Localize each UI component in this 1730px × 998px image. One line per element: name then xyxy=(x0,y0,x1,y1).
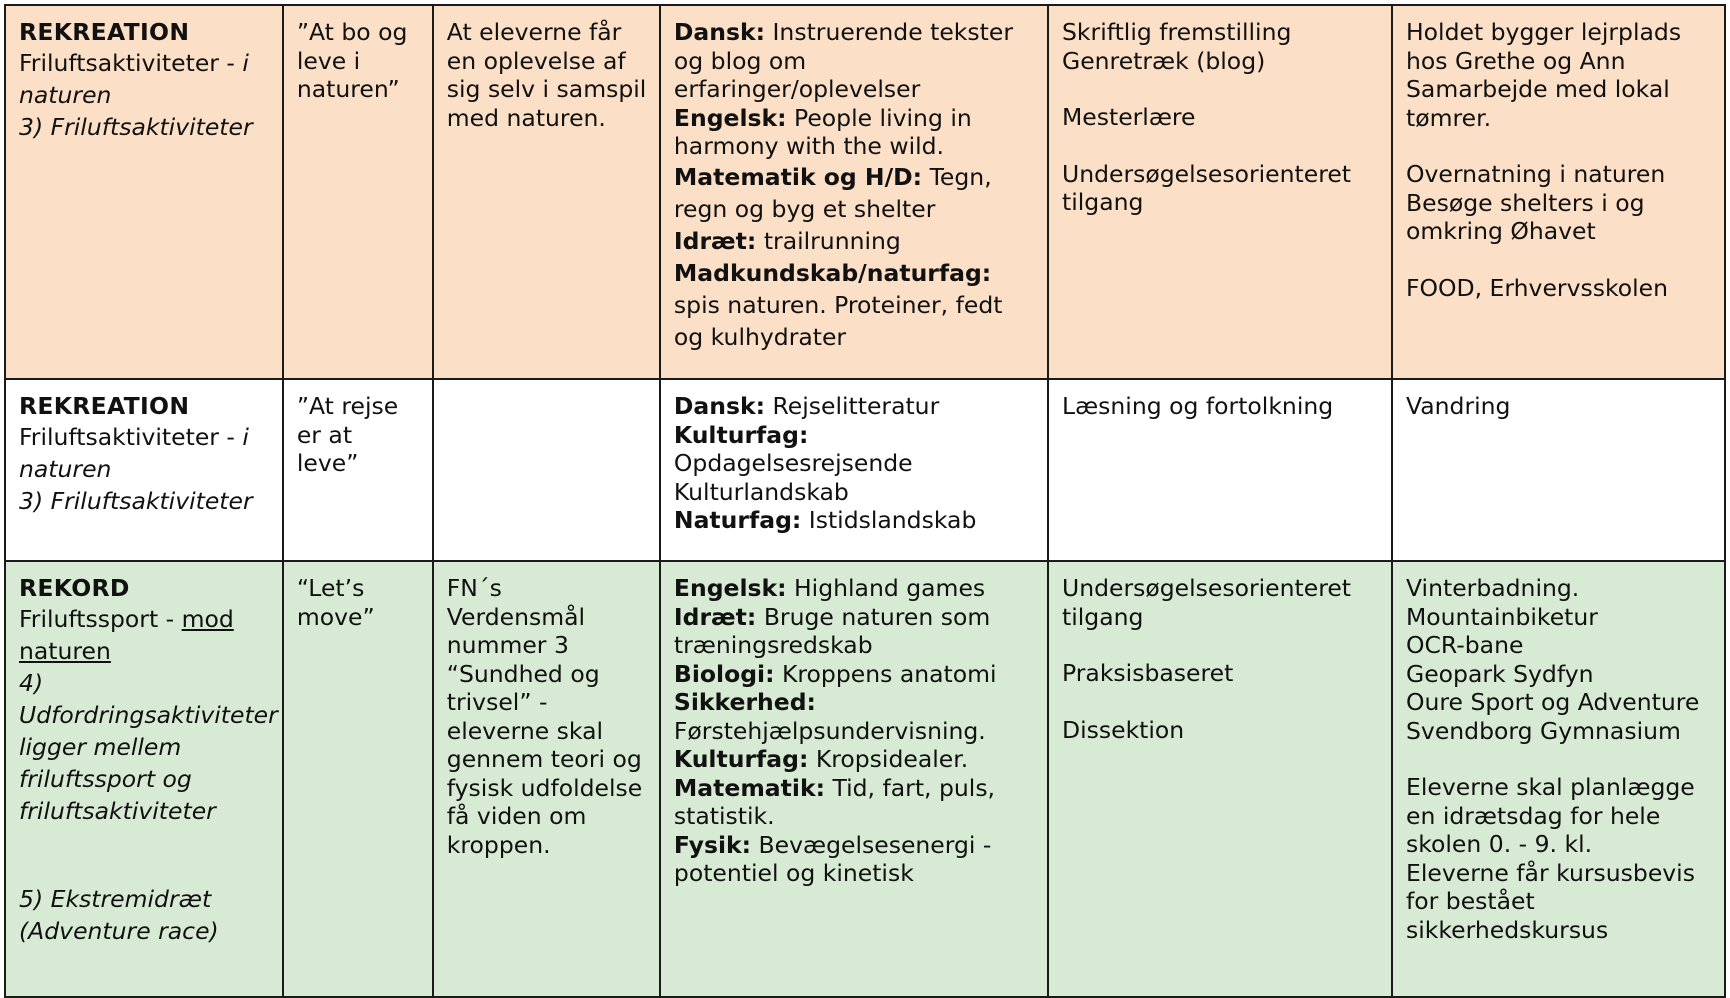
subject-entry: Kulturfag: Opdagelsesrejsende Kulturlandskab xyxy=(673,420,913,506)
subject-entry: Idræt: Bruge naturen som træningsredskab xyxy=(673,602,991,659)
activity-line: Vandring xyxy=(1406,392,1511,420)
spacer xyxy=(1406,745,1712,773)
goal-text: FN´s Verdensmål nummer 3 “Sundhed og trivsel” - eleverne skal gennem teori og fysisk udfoldelse få viden om kroppen. xyxy=(446,574,643,859)
method-line: Undersøgelsesorienteret tilgang xyxy=(1062,574,1352,631)
subject-entry: Matematik og H/D: Tegn, regn og byg et shelter xyxy=(673,162,992,223)
spacer xyxy=(1062,75,1379,103)
method-line: Undersøgelsesorienteret tilgang xyxy=(1062,159,1352,216)
spacer xyxy=(1062,688,1379,716)
activity-line: Geopark Sydfyn xyxy=(1406,659,1594,688)
theme-subtitle: Friluftssport - mod naturen xyxy=(19,604,234,665)
theme-cell xyxy=(5,5,283,379)
subject-entry: Matematik: Tid, fart, puls, statistik. xyxy=(673,773,996,830)
activity-line: Samarbejde med lokal tømrer. xyxy=(1406,75,1670,132)
theme-category: 3) Friluftsaktiviteter xyxy=(19,112,253,141)
theme-cell xyxy=(5,561,283,997)
activity-line: OCR-bane xyxy=(1406,631,1524,659)
goal-cell xyxy=(433,379,660,561)
activities-cell xyxy=(1392,379,1725,561)
goal-cell xyxy=(433,5,660,379)
subject-entry: Engelsk: Highland games xyxy=(673,574,986,602)
activity-line: Holdet bygger lejrplads hos Grethe og Ann xyxy=(1406,18,1682,75)
slogan-text: “Let’s move” xyxy=(296,574,375,631)
subjects-cell xyxy=(660,561,1048,997)
theme-category-2: 5) Ekstremidræt (Adventure race) xyxy=(19,884,219,945)
spacer xyxy=(1406,246,1712,274)
table-row xyxy=(5,561,1725,997)
subject-entry: Idræt: trailrunning xyxy=(673,226,901,255)
subject-entry: Sikkerhed: Førstehjælpsundervisning. xyxy=(673,688,986,745)
theme-category: 3) Friluftsaktiviteter xyxy=(19,486,253,515)
activity-line: Besøge shelters i og omkring Øhavet xyxy=(1406,188,1645,245)
method-line: Skriftlig fremstilling xyxy=(1062,18,1292,46)
subject-entry: Kulturfag: Kropsidealer. xyxy=(673,745,969,773)
theme-category: 4) Udfordringsaktiviteter ligger mellem friluftssport og friluftsaktiviteter xyxy=(19,668,278,825)
method-cell xyxy=(1048,561,1392,997)
slogan-text: ”At bo og leve i naturen” xyxy=(296,18,408,103)
subject-entry: Dansk: Instruerende tekster og blog om erfaringer/oplevelser xyxy=(673,18,1013,103)
subject-entry: Engelsk: People living in harmony with the wild. xyxy=(673,103,972,160)
subject-entry: Madkundskab/naturfag: spis naturen. Proteiner, fedt og kulhydrater xyxy=(673,258,1003,351)
theme-cell xyxy=(5,379,283,561)
subject-entry: Fysik: Bevægelsesenergi - potentiel og kinetisk xyxy=(673,830,992,887)
activity-line: Svendborg Gymnasium xyxy=(1406,716,1681,745)
activity-line: Eleverne får kursusbevis for bestået sikkerhedskursus xyxy=(1406,858,1695,944)
method-cell xyxy=(1048,5,1392,379)
theme-title: REKREATION xyxy=(19,392,190,420)
theme-subtitle: Friluftsaktiviteter - i naturen xyxy=(19,422,249,483)
spacer xyxy=(1062,132,1379,160)
theme-title: REKREATION xyxy=(19,18,190,46)
activity-line: Overnatning i naturen xyxy=(1406,160,1666,188)
method-line: Mesterlære xyxy=(1062,103,1196,131)
subjects-cell xyxy=(660,379,1048,561)
goal-text: At eleverne får en oplevelse af sig selv i samspil med naturen. xyxy=(446,18,647,132)
activity-line: Mountainbiketur xyxy=(1406,602,1598,631)
theme-subtitle: Friluftsaktiviteter - i naturen xyxy=(19,48,249,109)
activity-line: Vinterbadning. xyxy=(1406,574,1580,602)
activity-line: Oure Sport og Adventure xyxy=(1406,688,1700,716)
slogan-cell xyxy=(283,5,433,379)
method-line: Læsning og fortolkning xyxy=(1062,392,1334,420)
activities-cell xyxy=(1392,5,1725,379)
theme-title: REKORD xyxy=(19,574,130,602)
spacer xyxy=(19,827,270,883)
slogan-cell xyxy=(283,379,433,561)
table-row xyxy=(5,5,1725,379)
goal-cell xyxy=(433,561,660,997)
curriculum-table xyxy=(4,4,1726,998)
method-line: Dissektion xyxy=(1062,715,1185,744)
table-row xyxy=(5,379,1725,561)
spacer xyxy=(1406,132,1712,160)
subject-entry: Dansk: Rejselitteratur xyxy=(673,392,940,420)
subject-entry: Naturfag: Istidslandskab xyxy=(673,506,977,534)
slogan-text: ”At rejse er at leve” xyxy=(296,392,399,477)
method-line: Genretræk (blog) xyxy=(1062,46,1266,75)
subject-entry: Biologi: Kroppens anatomi xyxy=(673,659,997,688)
activity-line: Eleverne skal planlægge en idrætsdag for hele skolen 0. - 9. kl. xyxy=(1406,773,1695,858)
slogan-cell xyxy=(283,561,433,997)
activity-line: FOOD, Erhvervsskolen xyxy=(1406,273,1668,302)
spacer xyxy=(1062,631,1379,659)
activities-cell xyxy=(1392,561,1725,997)
method-line: Praksisbaseret xyxy=(1062,659,1234,687)
subjects-cell xyxy=(660,5,1048,379)
method-cell xyxy=(1048,379,1392,561)
